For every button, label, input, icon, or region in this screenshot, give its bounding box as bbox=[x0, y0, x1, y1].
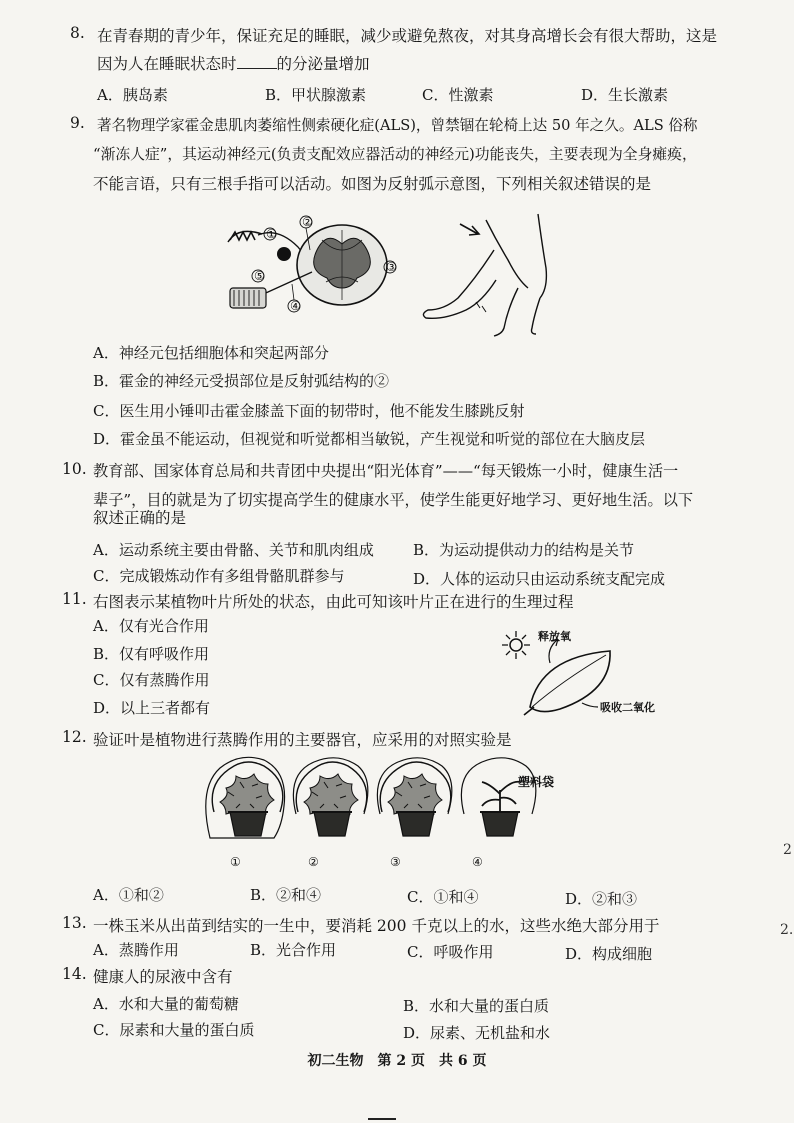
q9-option-d: D．霍金虽不能运动，但视觉和听觉都相当敏锐，产生视觉和听觉的部位在大脑皮层 bbox=[93, 430, 646, 448]
q9-option-b: B．霍金的神经元受损部位是反射弧结构的② bbox=[93, 372, 390, 390]
q10-option-d: D．人体的运动只由运动系统支配完成 bbox=[413, 570, 666, 588]
q12-stem-line1: 验证叶是植物进行蒸腾作用的主要器官，应采用的对照实验是 bbox=[93, 731, 512, 749]
plant-label-1: ① bbox=[230, 855, 241, 869]
q13-number: 13. bbox=[62, 914, 87, 932]
q10-option-a: A．运动系统主要由骨骼、关节和肌肉组成 bbox=[93, 541, 374, 559]
q10-number: 10. bbox=[62, 460, 87, 478]
reflex-label-3: ③ bbox=[386, 260, 397, 274]
q12-number: 12. bbox=[62, 728, 87, 746]
q8-blank bbox=[237, 54, 277, 69]
leaf-release-oxygen-label: 释放氧 bbox=[538, 630, 571, 643]
q8-stem-line2b: 的分泌量增加 bbox=[276, 55, 370, 73]
q8-option-d: D．生长激素 bbox=[581, 86, 669, 104]
q10-option-c: C．完成锻炼动作有多组骨骼肌群参与 bbox=[93, 567, 345, 585]
q13-option-b: B．光合作用 bbox=[250, 941, 337, 959]
q12-option-a: A．①和② bbox=[93, 886, 164, 904]
q10-stem-line1: 教育部、国家体育总局和共青团中央提出“阳光体育”——“每天锻炼一小时，健康生活一 bbox=[93, 462, 679, 480]
q9-stem-line3: 不能言语，只有三根手指可以活动。如图为反射弧示意图，下列相关叙述错误的是 bbox=[93, 175, 652, 193]
reflex-label-5: ⑤ bbox=[254, 269, 265, 283]
q14-option-d: D．尿素、无机盐和水 bbox=[403, 1024, 551, 1042]
reflex-label-4: ④ bbox=[290, 299, 301, 313]
q14-stem-line1: 健康人的尿液中含有 bbox=[93, 968, 233, 986]
reflex-arc-figure bbox=[222, 210, 402, 315]
q13-option-d: D．构成细胞 bbox=[565, 945, 653, 963]
q12-option-c: C．①和④ bbox=[407, 888, 479, 906]
q8-option-b: B．甲状腺激素 bbox=[265, 86, 367, 104]
q9-option-c: C．医生用小锤叩击霍金膝盖下面的韧带时，他不能发生膝跳反射 bbox=[93, 402, 525, 420]
q14-option-a: A．水和大量的葡萄糖 bbox=[93, 995, 239, 1013]
reflex-label-1: ① bbox=[266, 227, 277, 241]
edge-mark-2: 2. bbox=[780, 922, 794, 938]
q11-option-a: A．仅有光合作用 bbox=[93, 617, 209, 635]
q9-number: 9. bbox=[70, 114, 85, 132]
page-footer: 初二生物 第 2 页 共 6 页 bbox=[307, 1053, 487, 1069]
q8-stem-line2a: 因为人在睡眠状态时 bbox=[97, 55, 237, 73]
q10-stem-line3: 叙述正确的是 bbox=[93, 509, 187, 527]
q8-option-a: A．胰岛素 bbox=[97, 86, 168, 104]
plant-label-4: ④ bbox=[472, 855, 483, 869]
bottom-rule bbox=[368, 1118, 396, 1120]
q12-option-d: D．②和③ bbox=[565, 890, 638, 908]
q11-option-c: C．仅有蒸腾作用 bbox=[93, 671, 210, 689]
q11-option-b: B．仅有呼吸作用 bbox=[93, 645, 210, 663]
sun-icon bbox=[502, 631, 530, 659]
plant-label-2: ② bbox=[308, 855, 319, 869]
transpiration-experiment-figure bbox=[200, 752, 560, 876]
plant-label-3: ③ bbox=[390, 855, 401, 869]
q14-number: 14. bbox=[62, 965, 87, 983]
q14-option-c: C．尿素和大量的蛋白质 bbox=[93, 1021, 255, 1039]
q9-option-a: A．神经元包括细胞体和突起两部分 bbox=[93, 344, 329, 362]
q13-option-a: A．蒸腾作用 bbox=[93, 941, 179, 959]
q11-option-d: D．以上三者都有 bbox=[93, 699, 211, 717]
q8-stem-line1: 在青春期的青少年，保证充足的睡眠，减少或避免熬夜，对其身高增长会有很大帮助，这是 bbox=[97, 27, 718, 45]
q9-stem-line1: 著名物理学家霍金患肌肉萎缩性侧索硬化症(ALS)，曾禁锢在轮椅上达 50 年之久。ALS 俗称 bbox=[97, 117, 698, 134]
q9-stem-line2: “渐冻人症”，其运动神经元(负责支配效应器活动的神经元)功能丧失，主要表现为全身瘫痪， bbox=[93, 146, 697, 163]
q8-number: 8. bbox=[70, 24, 85, 42]
q10-stem-line2: 辈子”，目的就是为了切实提高学生的健康水平，使学生能更好地学习、更好地生活。以下 bbox=[93, 491, 694, 509]
q13-option-c: C．呼吸作用 bbox=[407, 943, 494, 961]
leaf-figure bbox=[500, 625, 670, 725]
q11-stem-line1: 右图表示某植物叶片所处的状态，由此可知该叶片正在进行的生理过程 bbox=[93, 593, 574, 611]
q13-stem-line1: 一株玉米从出苗到结实的一生中，要消耗 200 千克以上的水，这些水绝大部分用于 bbox=[93, 917, 660, 935]
edge-mark-1: 2 bbox=[783, 842, 792, 858]
plastic-bag-label: 塑料袋 bbox=[518, 775, 555, 789]
q8-option-c: C．性激素 bbox=[422, 86, 494, 104]
q14-option-b: B．水和大量的蛋白质 bbox=[403, 997, 550, 1015]
leaf-absorb-co2-label: 吸收二氧化 bbox=[600, 701, 655, 714]
q11-number: 11. bbox=[62, 590, 87, 608]
reflex-label-2: ② bbox=[302, 215, 313, 229]
knee-reflex-figure bbox=[418, 212, 558, 340]
q8-stem-line2 bbox=[97, 52, 370, 74]
q10-option-b: B．为运动提供动力的结构是关节 bbox=[413, 541, 635, 559]
q12-option-b: B．②和④ bbox=[250, 886, 322, 904]
